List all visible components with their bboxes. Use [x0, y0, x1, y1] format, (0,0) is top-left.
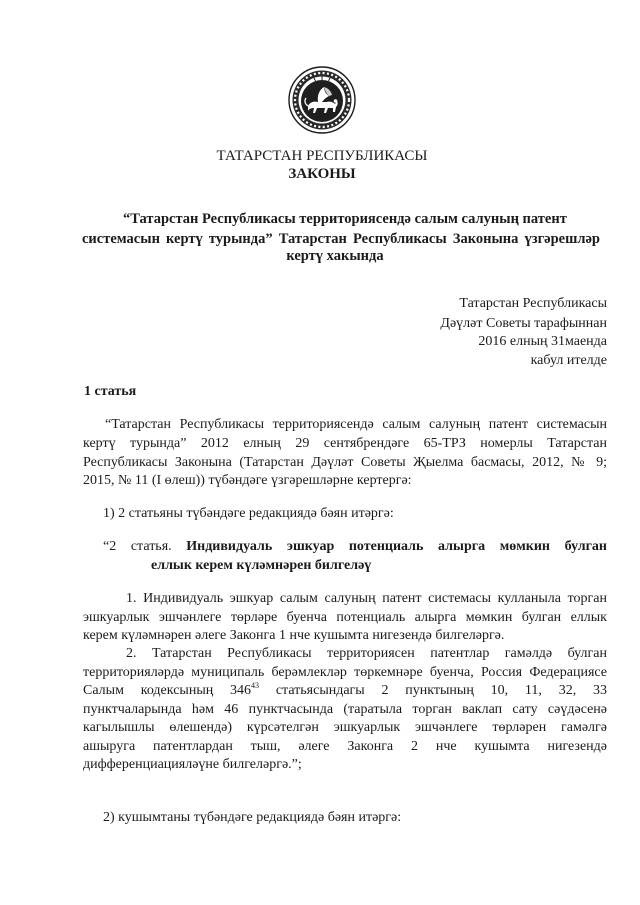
adoption-line: кабул ителде — [530, 353, 607, 368]
article-superscript: 43 — [251, 681, 260, 690]
law-title-line: кертү хакында — [286, 248, 384, 264]
point-2-line — [83, 682, 607, 700]
point-2-line: кагылышлы өлешендә) күрсәтелгән эшкуарлык эшчәнлеге төрләрен гамәлгә — [83, 720, 607, 735]
point-1-line: эшкуарлык эшчәнлеге төрләре буенча потенциаль алырга мөмкин булган еллык — [83, 610, 607, 625]
point-1-line: керем күләмнәрен әлеге Законга 1 нче кушымта нигезендә билгеләргә. — [83, 628, 505, 643]
law-title-line: системасын кертү турында” Татарстан Республикасы Законына үзгәрешләр — [82, 231, 600, 247]
quoted-article-title: еллык керем күләмнәрен билгеләү — [151, 558, 372, 573]
point-2-line: пунктчаларында һәм 46 пунктчасында (таратыла торган ваклап сату сәүдәсенә — [83, 702, 607, 717]
amendment-item-2: 2) кушымтаны түбәндәге редакциядә бәян итәргә: — [103, 810, 402, 825]
point-2-line: территорияләрдә муниципаль берәмлекләр төркемнәре буенча, Россия Федерациясе — [83, 665, 607, 680]
adoption-line: Татарстан Республикасы — [459, 296, 607, 311]
amendment-item-1: 1) 2 статьяны түбәндәге редакциядә бәян итәргә: — [103, 506, 394, 521]
quoted-article-heading — [103, 538, 607, 556]
point-2-line: ашыруга патентлардан тыш, әлеге Законга 2 нче кушымта нигезендә — [83, 739, 607, 754]
law-title-line: “Татарстан Республикасы территориясендә салым салуның патент — [123, 211, 567, 227]
law-heading: ЗАКОНЫ — [288, 166, 356, 182]
intro-line: кертү турында” 2012 елның 29 сентябрендәге 65-ТРЗ номерлы Татарстан — [83, 436, 607, 451]
republic-heading: ТАТАРСТАН РЕСПУБЛИКАСЫ — [216, 148, 428, 164]
adoption-date: 2016 елның 31маенда — [478, 334, 607, 349]
point-2-line: 2. Татарстан Республикасы территориясен патентлар гамәлдә булган — [126, 646, 607, 661]
adoption-line: Дәүләт Советы тарафыннан — [440, 316, 607, 331]
point-2-line: дифференциацияләүне билгеләргә.”; — [83, 757, 302, 772]
quoted-article-prefix: “2 статья. — [103, 539, 172, 554]
tatarstan-coat-of-arms-icon — [288, 66, 356, 134]
quoted-article-title: Индивидуаль эшкуар потенциаль алырга мөмкин булган — [186, 539, 608, 554]
point-2-line-rest: статьясындагы 2 пунктының 10, 11, 32, 33 — [259, 683, 607, 698]
article-heading: 1 статья — [84, 384, 137, 399]
intro-line: “Татарстан Республикасы территориясендә салым салуның патент системасын — [105, 417, 607, 432]
point-1-line: 1. Индивидуаль эшкуар салым салуның патент системасы кулланыла торган — [126, 591, 607, 606]
intro-line: 2015, № 11 (I өлеш)) түбәндәге үзгәрешләрне кертергә: — [83, 473, 412, 488]
tax-code-reference: Салым кодексының 346 — [83, 683, 252, 698]
intro-line: Республикасы Законына (Татарстан Дәүләт Советы Җыелма басмасы, 2012, № 9; — [83, 455, 607, 470]
